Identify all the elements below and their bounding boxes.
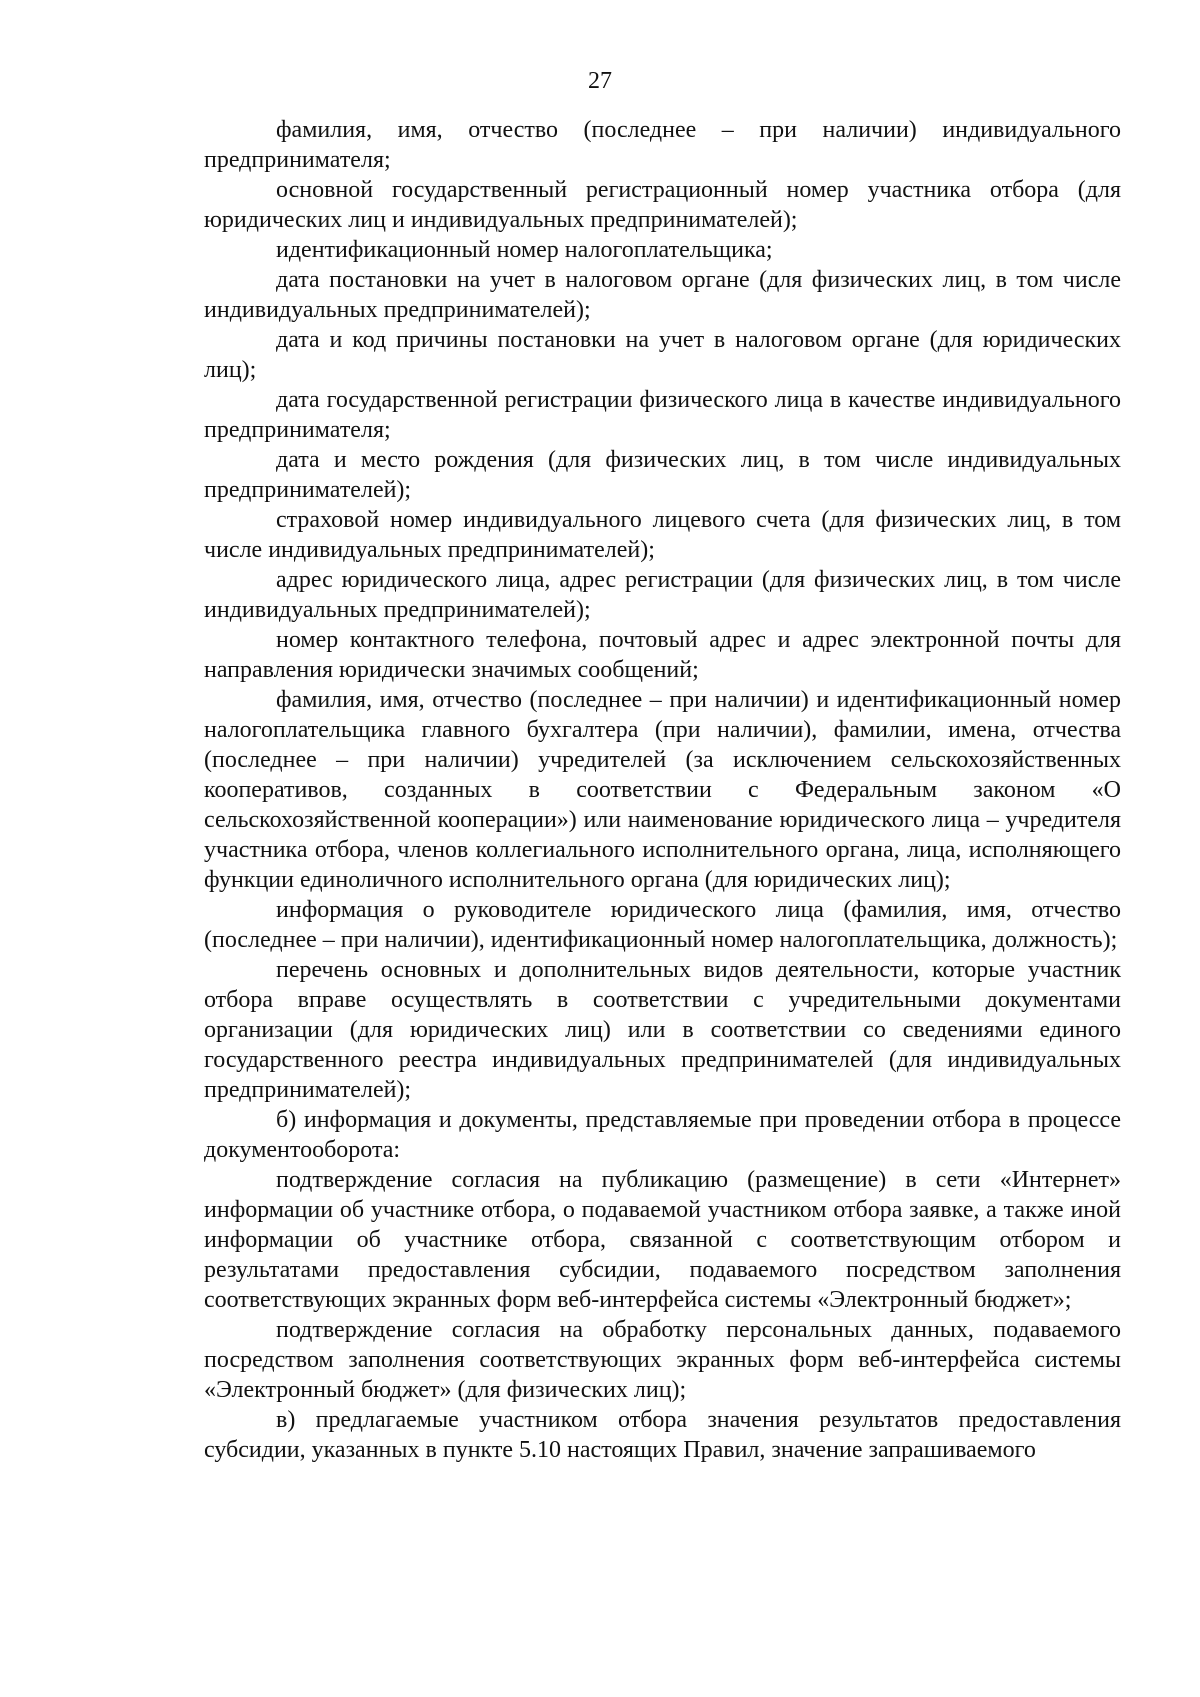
- paragraph-contacts: номер контактного телефона, почтовый адрес и адрес электронной почты для направления юридически значимых сообщений;: [204, 627, 1121, 683]
- document-body: [204, 115, 1121, 1465]
- paragraph-name-ip: фамилия, имя, отчество (последнее – при наличии) индивидуального предпринимателя;: [204, 117, 1121, 173]
- paragraph-kpp: дата и код причины постановки на учет в налоговом органе (для юридических лиц);: [204, 327, 1121, 383]
- paragraph-activities: перечень основных и дополнительных видов деятельности, которые участник отбора вправе осуществлять в соответствии с учредительными документами организации (для юридических лиц) или в соответствии со сведениями единого государственного реестра индивидуальных предпринимателей (для индивидуальных предпринимателей);: [204, 957, 1121, 1103]
- paragraph-tax-registration-date: дата постановки на учет в налоговом органе (для физических лиц, в том числе индивидуальных предпринимателей);: [204, 267, 1121, 323]
- paragraph-section-b: б) информация и документы, представляемые при проведении отбора в процессе документооборота:: [204, 1107, 1121, 1163]
- paragraph-founders: фамилия, имя, отчество (последнее – при наличии) и идентификационный номер налогоплательщика главного бухгалтера (при наличии), фамилии, имена, отчества (последнее – при наличии) учредителей (за исключением сельскохозяйственных кооперативов, созданных в соответствии с Федеральным законом «О сельскохозяйственной кооперации») или наименование юридического лица – учредителя участника отбора, членов коллегиального исполнительного органа, лица, исполняющего функции единоличного исполнительного органа (для юридических лиц);: [204, 687, 1121, 893]
- paragraph-head-info: информация о руководителе юридического лица (фамилия, имя, отчество (последнее – при наличии), идентификационный номер налогоплательщика, должность);: [204, 897, 1121, 953]
- paragraph-ip-registration-date: дата государственной регистрации физического лица в качестве индивидуального предпринимателя;: [204, 387, 1121, 443]
- paragraph-inn: идентификационный номер налогоплательщика;: [276, 237, 773, 263]
- paragraph-snils: страховой номер индивидуального лицевого счета (для физических лиц, в том числе индивидуальных предпринимателей);: [204, 507, 1121, 563]
- paragraph-personal-data-consent: подтверждение согласия на обработку персональных данных, подаваемого посредством заполнения соответствующих экранных форм веб-интерфейса системы «Электронный бюджет» (для физических лиц);: [204, 1317, 1121, 1403]
- paragraph-ogrn: основной государственный регистрационный номер участника отбора (для юридических лиц и индивидуальных предпринимателей);: [204, 177, 1121, 233]
- page-number: 27: [588, 68, 612, 94]
- paragraph-publication-consent: подтверждение согласия на публикацию (размещение) в сети «Интернет» информации об участнике отбора, о подаваемой участником отбора заявке, а также иной информации об участнике отбора, связанной с соответствующим отбором и результатами предоставления субсидии, подаваемого посредством заполнения соответствующих экранных форм веб-интерфейса системы «Электронный бюджет»;: [204, 1167, 1121, 1313]
- paragraph-address: адрес юридического лица, адрес регистрации (для физических лиц, в том числе индивидуальных предпринимателей);: [204, 567, 1121, 623]
- paragraph-section-v: в) предлагаемые участником отбора значения результатов предоставления субсидии, указанных в пункте 5.10 настоящих Правил, значение запрашиваемого: [204, 1407, 1121, 1463]
- paragraph-birth-date-place: дата и место рождения (для физических лиц, в том числе индивидуальных предпринимателей);: [204, 447, 1121, 503]
